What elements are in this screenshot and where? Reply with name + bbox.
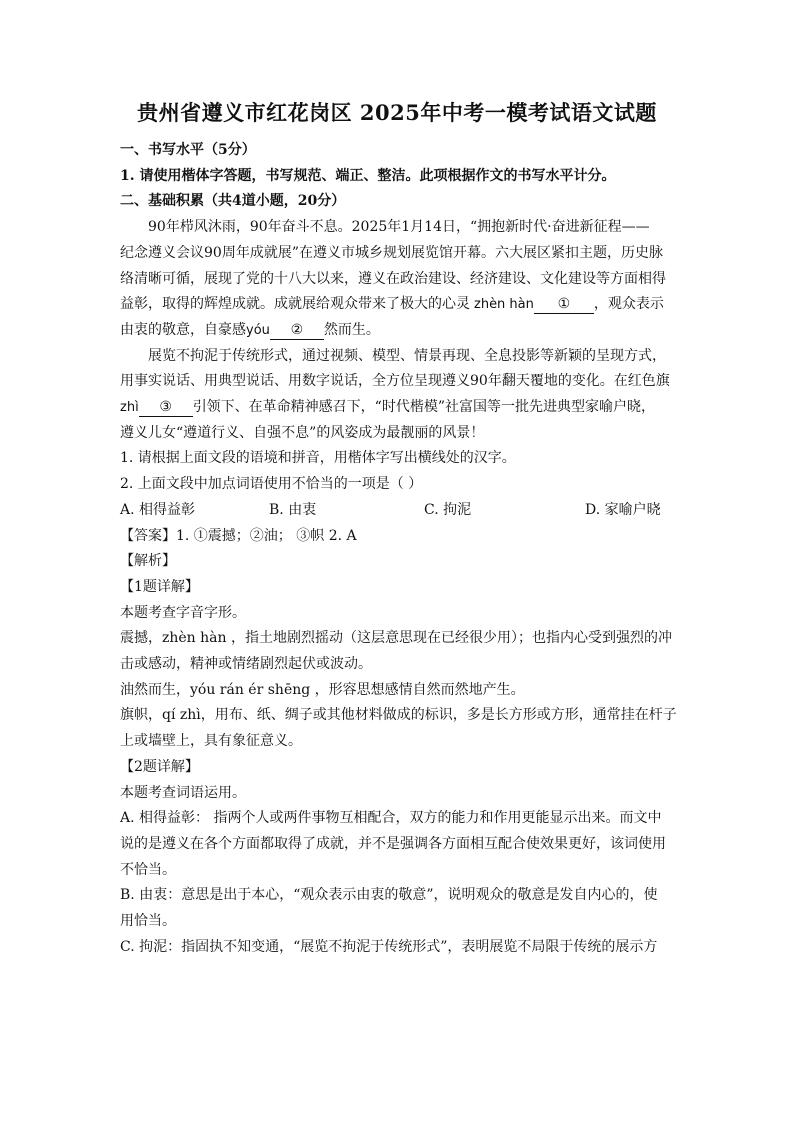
detail-1-line: 旗帜，qí zhì，用布、纸、绸子或其他材料做成的标识，多是长方形或方形，通常挂在杆子 <box>120 707 677 724</box>
page-title: 贵州省遵义市红花岗区 2025年中考一模考试语文试题 <box>137 100 657 125</box>
document-body <box>120 138 677 961</box>
para1-line4-tail: ，观众表示 <box>593 296 664 313</box>
analysis-label: 【解析】 <box>120 553 176 570</box>
para2-line: 用事实说话、用典型说话、用数字说话，全方位呈现遵义90年翻天覆地的变化。在红色旗 <box>120 373 670 390</box>
answer: 【答案】1. ①震撼；②油； ③帜 2. A <box>120 527 357 544</box>
question-2: 2. 上面文段中加点词语使用不恰当的一项是（ ） <box>120 476 423 493</box>
detail-2-intro: 本题考查词语运用。 <box>120 784 246 801</box>
para1-line <box>120 292 672 318</box>
detail-1-line: 上或墙壁上，具有象征意义。 <box>120 733 302 750</box>
pinyin-zhi: zhì <box>120 400 139 416</box>
section1-heading-text: 一、书写水平（5分） <box>120 142 256 158</box>
detail-1-line: 击或感动，精神或情绪剧烈起伏或波动。 <box>120 656 372 673</box>
section1-instruction: 1. 请使用楷体字答题，书写规范、端正、整洁。此项根据作文的书写水平计分。 <box>120 167 616 184</box>
detail-1-line: 油然而生，yóu rán ér shēng ，形容思想感情自然而然地产生。 <box>120 681 525 698</box>
para2-line <box>120 395 672 421</box>
detail-2-line: 用恰当。 <box>120 913 176 930</box>
pinyin-you: yóu <box>246 322 270 338</box>
para2-line: 展览不拘泥于传统形式，通过视频、模型、情景再现、全息投影等新颖的呈现方式， <box>148 347 666 364</box>
detail-2-line: C. 拘泥：指固执不知变通，“展览不拘泥于传统形式”，表明展览不局限于传统的展示方 <box>120 938 658 955</box>
question-2-options <box>120 498 672 524</box>
para1-line: 90年栉风沐雨，90年奋斗不息。2025年1月14日，“拥抱新时代·奋进新征程—— <box>148 219 650 236</box>
option-a: A. 相得益彰 <box>120 501 196 518</box>
para1-line4-text: 益彰，取得的辉煌成就。成就展给观众带来了极大的心灵 <box>120 296 470 313</box>
para1-line: 纪念遵义会议90周年成就展”在遵义市城乡规划展览馆开幕。六大展区紧扣主题，历史脉 <box>120 244 663 261</box>
detail-2-line: B. 由衷：意思是出于本心，“观众表示由衷的敬意”，说明观众的敬意是发自内心的，使 <box>120 887 658 904</box>
para1-line <box>120 318 672 344</box>
detail-1-line: 震撼，zhèn hàn ，指土地剧烈摇动（这层意思现在已经很少用）；也指内心受到强烈的冲 <box>120 630 672 647</box>
blank-1: ① <box>534 295 594 314</box>
pinyin-zhenhan: zhèn hàn <box>474 297 534 313</box>
section2-heading: 二、基础积累（共4道小题，20分） <box>120 193 346 210</box>
para2-line: 遵义儿女“遵道行义、自强不息”的风姿成为最靓丽的风景！ <box>120 424 485 441</box>
option-d: D. 家喻户晓 <box>585 501 661 518</box>
para1-line5-tail: 然而生。 <box>323 321 380 338</box>
para1-line5-head: 由衷的敬意，自豪感 <box>120 321 246 338</box>
question-1: 1. 请根据上面文段的语境和拼音，用楷体字写出横线处的汉字。 <box>120 450 516 467</box>
blank-2: ② <box>270 321 324 340</box>
detail-2-line: A. 相得益彰： 指两个人或两件事物互相配合，双方的能力和作用更能显示出来。而文中 <box>120 810 662 827</box>
para2-line3-tail: 引领下、在革命精神感召下，“时代楷模”社富国等一批先进典型家喻户晓， <box>192 399 655 416</box>
para1-line: 络清晰可循，展现了党的十八大以来，遵义在政治建设、经济建设、文化建设等方面相得 <box>120 270 666 287</box>
detail-1-intro: 本题考查字音字形。 <box>120 604 246 621</box>
detail-2-line: 说的是遵义在各个方面都取得了成就，并不是强调各方面相互配合使效果更好，该词使用 <box>120 835 666 852</box>
detail-2-label: 【2题详解】 <box>120 758 199 775</box>
blank-3: ③ <box>139 398 193 417</box>
section1-heading <box>120 138 672 164</box>
detail-1-label: 【1题详解】 <box>120 578 199 595</box>
option-c: C. 拘泥 <box>424 501 472 518</box>
detail-2-line: 不恰当。 <box>120 861 176 878</box>
option-b: B. 由衷 <box>269 501 317 518</box>
